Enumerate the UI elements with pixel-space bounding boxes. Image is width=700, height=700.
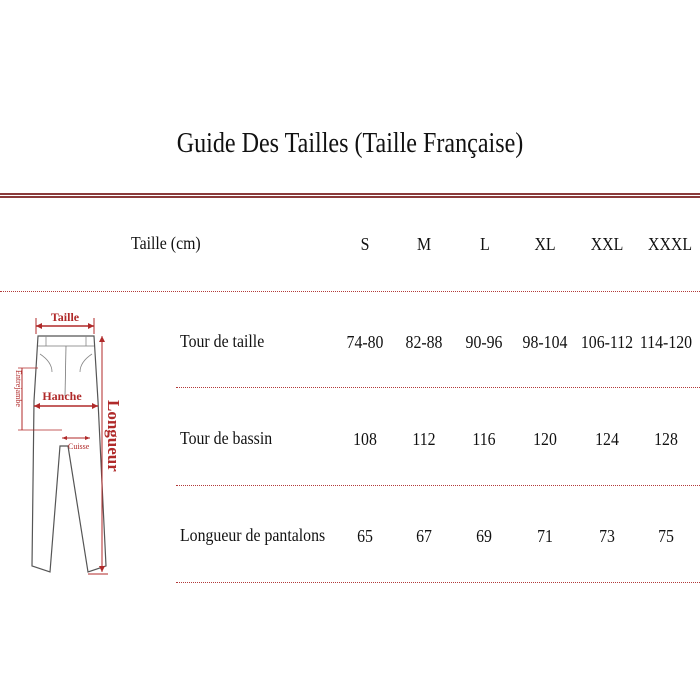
pants-measurement-figure: [8, 296, 138, 588]
waist-arrow-left: [36, 323, 42, 329]
size-column-header: Taille (cm): [131, 233, 201, 253]
size-header-l: L: [480, 234, 490, 254]
hip-label: Hanche: [42, 389, 82, 403]
title-double-divider: [0, 193, 700, 198]
table-cell: 69: [476, 526, 492, 546]
thigh-arrow-left: [62, 436, 67, 440]
row-divider: [176, 485, 700, 486]
size-header-xxxl: XXXL: [648, 234, 692, 254]
right-pocket: [80, 354, 92, 372]
table-cell: 124: [595, 429, 619, 449]
table-cell: 128: [654, 429, 678, 449]
table-cell: 90-96: [465, 332, 503, 352]
size-header-xxl: XXL: [590, 234, 624, 254]
length-label: Longueur: [104, 400, 123, 472]
length-arrow-bottom: [99, 566, 105, 572]
table-cell: 67: [416, 526, 432, 546]
hip-arrow-right: [92, 403, 98, 409]
row-divider: [176, 387, 700, 388]
table-cell: 75: [658, 526, 674, 546]
thigh-label: Cuisse: [68, 442, 90, 451]
table-cell: 82-88: [405, 332, 443, 352]
table-cell: 114-120: [639, 332, 693, 352]
row-divider: [176, 582, 700, 583]
table-cell: 74-80: [346, 332, 384, 352]
size-header-xl: XL: [534, 234, 556, 254]
inseam-label: Entrejambe: [14, 370, 23, 407]
table-cell: 71: [537, 526, 553, 546]
pants-diagram: [8, 296, 138, 588]
page-title: Guide Des Tailles (Taille Française): [176, 128, 524, 159]
pants-outline: [32, 336, 106, 572]
size-header-m: M: [416, 234, 432, 254]
waist-label: Taille: [50, 310, 80, 324]
left-pocket: [40, 354, 52, 372]
length-arrow-top: [99, 336, 105, 342]
table-cell: 65: [357, 526, 373, 546]
header-divider: [0, 291, 700, 292]
table-cell: 120: [533, 429, 557, 449]
row-label-length: Longueur de pantalons: [180, 525, 326, 545]
hip-arrow-left: [34, 403, 40, 409]
table-cell: 108: [353, 429, 377, 449]
table-cell: 98-104: [522, 332, 568, 352]
thigh-arrow-right: [85, 436, 90, 440]
table-cell: 73: [599, 526, 615, 546]
row-label-hip: Tour de bassin: [180, 428, 273, 448]
waist-arrow-right: [88, 323, 94, 329]
row-label-waist: Tour de taille: [180, 331, 265, 351]
table-cell: 116: [472, 429, 496, 449]
table-cell: 106-112: [580, 332, 634, 352]
size-header-s: S: [360, 234, 370, 254]
table-cell: 112: [412, 429, 436, 449]
